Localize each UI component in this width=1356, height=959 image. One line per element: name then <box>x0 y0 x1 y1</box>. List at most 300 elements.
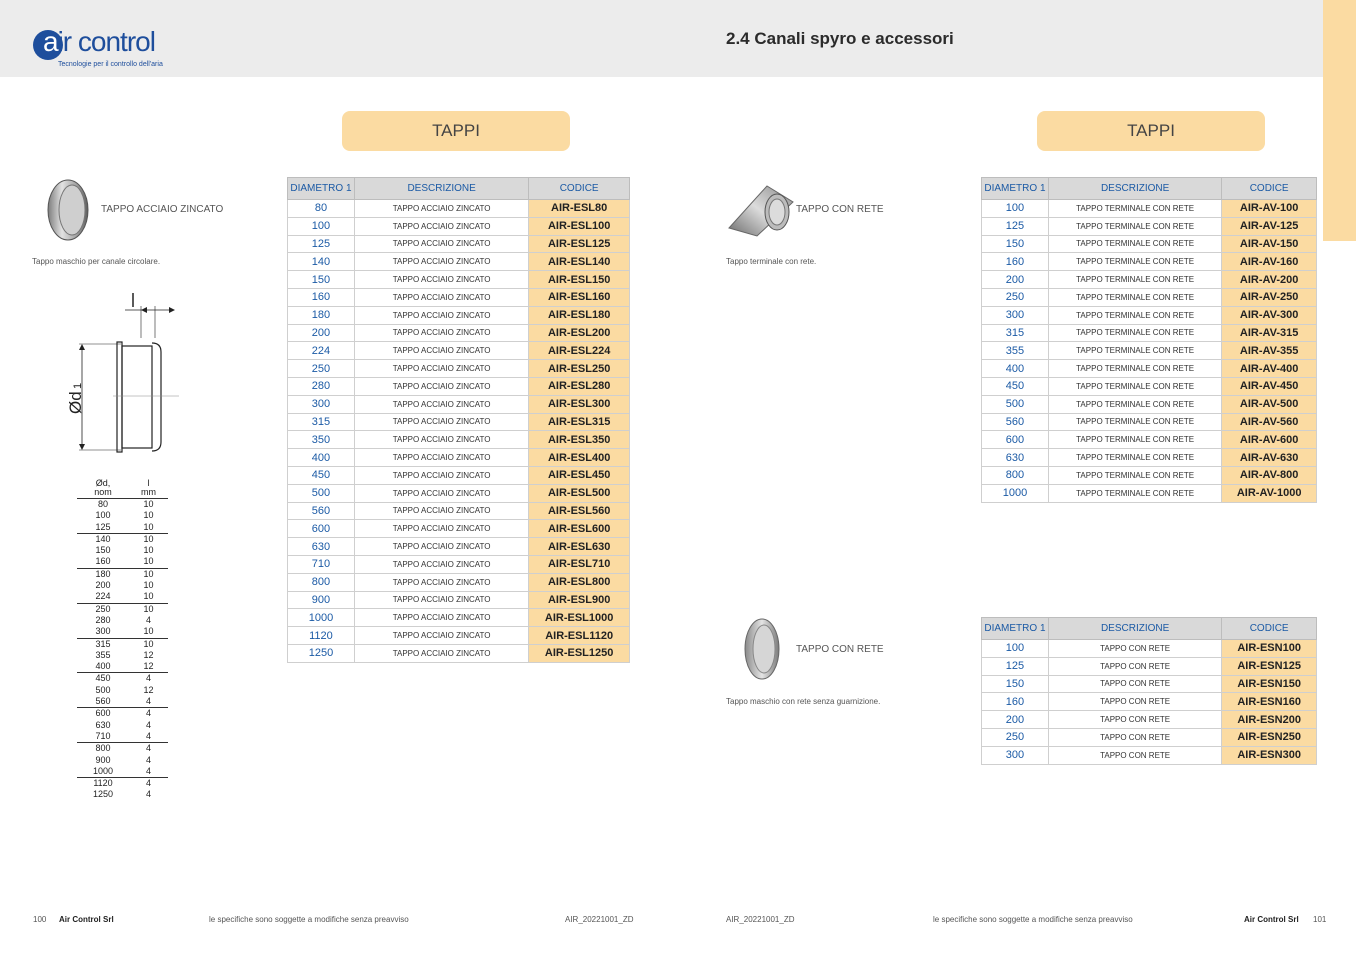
diameter-cell: 315 <box>288 413 355 431</box>
dim-row <box>77 533 168 545</box>
side-tab-marker <box>1323 0 1356 241</box>
table-row <box>982 342 1317 360</box>
description-cell: TAPPO ACCIAIO ZINCATO <box>354 395 528 413</box>
table-row <box>288 431 630 449</box>
diameter-cell: 150 <box>288 271 355 289</box>
logo-name: air control <box>43 26 155 57</box>
description-cell: TAPPO TERMINALE CON RETE <box>1048 253 1221 271</box>
diameter-cell: 180 <box>288 306 355 324</box>
diameter-cell: 100 <box>288 217 355 235</box>
dim-row <box>77 522 168 534</box>
diameter-cell: 160 <box>982 253 1049 271</box>
description-cell: TAPPO TERMINALE CON RETE <box>1048 377 1221 395</box>
dim-diameter-cell: 600 <box>95 708 111 719</box>
dim-row <box>77 731 168 743</box>
code-cell: AIR-ESN250 <box>1222 728 1317 746</box>
description-cell: TAPPO ACCIAIO ZINCATO <box>354 466 528 484</box>
table-row <box>288 644 630 662</box>
dim-row <box>77 755 168 766</box>
description-cell: TAPPO ACCIAIO ZINCATO <box>354 306 528 324</box>
dim-diameter-cell: 224 <box>77 591 129 603</box>
dim-diameter-cell: 80 <box>98 499 109 509</box>
dim-length-cell: 4 <box>129 766 168 778</box>
table-row <box>982 253 1317 271</box>
dim-row <box>77 615 168 626</box>
table-row <box>288 377 630 395</box>
diameter-cell: 355 <box>982 342 1049 360</box>
code-cell: AIR-ESL180 <box>529 306 630 324</box>
product-description-male-mesh: Tappo maschio con rete senza guarnizione. <box>726 697 881 706</box>
dimension-label: Ød <box>66 391 85 414</box>
product-table-male-mesh <box>981 617 1317 765</box>
diameter-cell: 800 <box>288 573 355 591</box>
dim-length-cell: 4 <box>129 696 168 708</box>
table-row <box>288 253 630 271</box>
diameter-cell: 900 <box>288 591 355 609</box>
description-cell: TAPPO TERMINALE CON RETE <box>1048 466 1221 484</box>
end-cap-icon <box>42 178 90 247</box>
table-row <box>288 538 630 556</box>
dim-length-cell: 12 <box>143 649 154 660</box>
dim-diameter-cell: 1120 <box>93 778 113 789</box>
description-cell: TAPPO ACCIAIO ZINCATO <box>354 609 528 627</box>
code-cell: AIR-ESL125 <box>529 235 630 253</box>
code-cell: AIR-AV-315 <box>1222 324 1317 342</box>
dim-length-cell: 4 <box>146 614 152 625</box>
code-cell: AIR-AV-500 <box>1222 395 1317 413</box>
dim-diameter-cell: 1250 <box>93 789 114 800</box>
table-row <box>982 640 1317 658</box>
diameter-cell: 560 <box>982 413 1049 431</box>
diameter-cell: 710 <box>288 555 355 573</box>
table-row <box>288 395 630 413</box>
dimension-subscript: 1 <box>72 382 84 389</box>
diameter-cell: 500 <box>982 395 1049 413</box>
dim-diameter-cell: 560 <box>77 696 129 708</box>
column-header: CODICE <box>1222 178 1317 200</box>
diameter-cell: 100 <box>982 200 1049 218</box>
description-cell: TAPPO TERMINALE CON RETE <box>1048 324 1221 342</box>
code-cell: AIR-ESL200 <box>529 324 630 342</box>
dim-length-cell: 4 <box>146 719 152 730</box>
dim-row <box>77 568 168 580</box>
code-cell: AIR-ESN125 <box>1222 657 1317 675</box>
column-header: DESCRIZIONE <box>1048 178 1221 200</box>
code-cell: AIR-ESL350 <box>529 431 630 449</box>
diameter-cell: 1250 <box>288 644 355 662</box>
description-cell: TAPPO ACCIAIO ZINCATO <box>354 627 528 645</box>
dim-row <box>77 545 168 556</box>
description-cell: TAPPO ACCIAIO ZINCATO <box>354 324 528 342</box>
dim-row <box>77 580 168 591</box>
diameter-cell: 350 <box>288 431 355 449</box>
dim-diameter-cell: 150 <box>95 545 111 556</box>
table-row <box>982 746 1317 764</box>
column-header: DIAMETRO 1 <box>982 618 1049 640</box>
code-cell: AIR-AV-1000 <box>1222 484 1317 502</box>
diameter-cell: 280 <box>288 377 355 395</box>
code-cell: AIR-ESL630 <box>529 538 630 556</box>
table-row <box>288 271 630 289</box>
description-cell: TAPPO TERMINALE CON RETE <box>1048 360 1221 378</box>
section-title: 2.4 Canali spyro e accessori <box>726 29 954 48</box>
table-row <box>982 711 1317 729</box>
diameter-cell: 1120 <box>288 627 355 645</box>
description-cell: TAPPO CON RETE <box>1048 640 1221 658</box>
table-row <box>288 573 630 591</box>
table-row <box>982 413 1317 431</box>
product-label-terminal: TAPPO CON RETE <box>796 204 884 215</box>
dim-diameter-cell: 300 <box>77 626 129 638</box>
table-row <box>982 675 1317 693</box>
table-row <box>288 520 630 538</box>
description-cell: TAPPO TERMINALE CON RETE <box>1048 431 1221 449</box>
description-cell: TAPPO ACCIAIO ZINCATO <box>354 200 528 218</box>
description-cell: TAPPO TERMINALE CON RETE <box>1048 288 1221 306</box>
dim-length-cell: 4 <box>146 708 152 719</box>
code-cell: AIR-AV-200 <box>1222 271 1317 289</box>
table-row <box>288 235 630 253</box>
code-cell: AIR-AV-150 <box>1222 235 1317 253</box>
diameter-cell: 224 <box>288 342 355 360</box>
table-row <box>982 360 1317 378</box>
male-cap-mesh-icon <box>742 617 782 686</box>
code-cell: AIR-AV-450 <box>1222 377 1317 395</box>
dim-diameter-cell: 800 <box>95 743 111 754</box>
column-header: CODICE <box>529 178 630 200</box>
code-cell: AIR-AV-250 <box>1222 288 1317 306</box>
dimension-diagram <box>55 288 185 465</box>
dim-diameter-cell: 630 <box>95 719 111 730</box>
code-cell: AIR-AV-800 <box>1222 466 1317 484</box>
code-cell: AIR-ESL315 <box>529 413 630 431</box>
table-row <box>288 288 630 306</box>
diameter-cell: 150 <box>982 235 1049 253</box>
diameter-cell: 140 <box>288 253 355 271</box>
dim-column-header: Ød, nom <box>77 479 129 499</box>
company-name-right: Air Control Srl <box>1244 915 1299 924</box>
code-cell: AIR-AV-600 <box>1222 431 1317 449</box>
code-cell: AIR-AV-400 <box>1222 360 1317 378</box>
product-label-male-mesh: TAPPO CON RETE <box>796 644 884 655</box>
code-cell: AIR-ESL224 <box>529 342 630 360</box>
description-cell: TAPPO TERMINALE CON RETE <box>1048 306 1221 324</box>
code-cell: AIR-ESL800 <box>529 573 630 591</box>
diameter-cell: 200 <box>982 271 1049 289</box>
diameter-cell: 250 <box>982 288 1049 306</box>
table-row <box>288 591 630 609</box>
dim-row <box>77 789 168 800</box>
dim-diameter-cell: 450 <box>95 673 111 684</box>
dim-row <box>77 720 168 731</box>
description-cell: TAPPO TERMINALE CON RETE <box>1048 413 1221 431</box>
doc-code-right: AIR_20221001_ZD <box>726 915 795 924</box>
description-cell: TAPPO ACCIAIO ZINCATO <box>354 271 528 289</box>
table-row <box>982 306 1317 324</box>
description-cell: TAPPO CON RETE <box>1048 711 1221 729</box>
code-cell: AIR-ESN150 <box>1222 675 1317 693</box>
dim-row <box>77 510 168 521</box>
dim-row <box>77 778 168 790</box>
dim-row <box>77 638 168 650</box>
dim-row <box>77 673 168 685</box>
code-cell: AIR-ESN200 <box>1222 711 1317 729</box>
category-pill-left: TAPPI <box>342 111 570 151</box>
dim-length-cell: 4 <box>146 754 152 765</box>
diameter-cell: 450 <box>982 377 1049 395</box>
code-cell: AIR-ESN100 <box>1222 640 1317 658</box>
diameter-cell: 100 <box>982 640 1049 658</box>
page-number-left: 100 <box>33 915 47 924</box>
code-cell: AIR-ESL80 <box>529 200 630 218</box>
code-cell: AIR-AV-100 <box>1222 200 1317 218</box>
column-header: DESCRIZIONE <box>1048 618 1221 640</box>
diameter-cell: 125 <box>982 657 1049 675</box>
table-row <box>288 609 630 627</box>
table-row <box>288 466 630 484</box>
table-row <box>982 235 1317 253</box>
code-cell: AIR-ESL140 <box>529 253 630 271</box>
description-cell: TAPPO ACCIAIO ZINCATO <box>354 288 528 306</box>
dim-diameter-cell: 315 <box>95 638 111 649</box>
dim-diameter-cell: 250 <box>95 603 111 614</box>
code-cell: AIR-ESL150 <box>529 271 630 289</box>
table-row <box>982 484 1317 502</box>
description-cell: TAPPO TERMINALE CON RETE <box>1048 484 1221 502</box>
column-header: CODICE <box>1222 618 1317 640</box>
code-cell: AIR-ESL1000 <box>529 609 630 627</box>
code-cell: AIR-ESL1120 <box>529 627 630 645</box>
product-table-terminal <box>981 177 1317 503</box>
dimension-table <box>77 479 168 801</box>
description-cell: TAPPO ACCIAIO ZINCATO <box>354 431 528 449</box>
dim-diameter-cell: 400 <box>77 661 129 673</box>
code-cell: AIR-AV-160 <box>1222 253 1317 271</box>
dim-length-cell: 10 <box>143 603 154 614</box>
code-cell: AIR-ESN160 <box>1222 693 1317 711</box>
description-cell: TAPPO TERMINALE CON RETE <box>1048 449 1221 467</box>
description-cell: TAPPO CON RETE <box>1048 657 1221 675</box>
description-cell: TAPPO ACCIAIO ZINCATO <box>354 502 528 520</box>
dim-length-cell: 4 <box>129 731 168 743</box>
table-row <box>982 431 1317 449</box>
code-cell: AIR-AV-630 <box>1222 449 1317 467</box>
table-row <box>982 728 1317 746</box>
page-number-right: 101 <box>1313 915 1327 924</box>
diameter-cell: 300 <box>982 306 1049 324</box>
diameter-cell: 560 <box>288 502 355 520</box>
dim-row <box>77 743 168 755</box>
code-cell: AIR-ESL900 <box>529 591 630 609</box>
code-cell: AIR-AV-355 <box>1222 342 1317 360</box>
description-cell: TAPPO TERMINALE CON RETE <box>1048 235 1221 253</box>
description-cell: TAPPO TERMINALE CON RETE <box>1048 200 1221 218</box>
diameter-cell: 1000 <box>288 609 355 627</box>
dim-length-cell: 10 <box>129 556 168 568</box>
diameter-cell: 600 <box>982 431 1049 449</box>
table-row <box>288 217 630 235</box>
terminal-cap-mesh-icon <box>727 182 795 243</box>
dim-row <box>77 766 168 778</box>
code-cell: AIR-ESL400 <box>529 449 630 467</box>
dim-diameter-cell: 1000 <box>77 766 129 778</box>
dim-length-cell: 10 <box>143 499 154 509</box>
dim-row <box>77 708 168 720</box>
table-row <box>288 502 630 520</box>
dim-diameter-cell: 140 <box>95 533 111 544</box>
dim-length-cell: 12 <box>129 661 168 673</box>
table-row <box>982 200 1317 218</box>
dim-length-cell: 10 <box>143 510 154 521</box>
table-row <box>288 306 630 324</box>
code-cell: AIR-ESL300 <box>529 395 630 413</box>
diameter-cell: 160 <box>982 693 1049 711</box>
column-header: DESCRIZIONE <box>354 178 528 200</box>
dim-diameter-cell: 710 <box>77 731 129 743</box>
diameter-cell: 150 <box>982 675 1049 693</box>
description-cell: TAPPO TERMINALE CON RETE <box>1048 395 1221 413</box>
diameter-cell: 160 <box>288 288 355 306</box>
table-row <box>288 555 630 573</box>
diameter-cell: 1000 <box>982 484 1049 502</box>
diameter-cell: 315 <box>982 324 1049 342</box>
dim-row <box>77 696 168 708</box>
table-row <box>288 484 630 502</box>
table-row <box>982 377 1317 395</box>
table-row <box>982 217 1317 235</box>
description-cell: TAPPO ACCIAIO ZINCATO <box>354 235 528 253</box>
dim-row <box>77 499 168 511</box>
table-row <box>982 324 1317 342</box>
diameter-cell: 300 <box>982 746 1049 764</box>
description-cell: TAPPO TERMINALE CON RETE <box>1048 217 1221 235</box>
description-cell: TAPPO ACCIAIO ZINCATO <box>354 591 528 609</box>
description-cell: TAPPO TERMINALE CON RETE <box>1048 342 1221 360</box>
table-row <box>982 466 1317 484</box>
dim-row <box>77 626 168 638</box>
diameter-cell: 800 <box>982 466 1049 484</box>
description-cell: TAPPO CON RETE <box>1048 728 1221 746</box>
dim-length-cell: 4 <box>146 673 152 684</box>
code-cell: AIR-AV-125 <box>1222 217 1317 235</box>
dim-column-header: l mm <box>129 479 168 499</box>
dim-row <box>77 685 168 696</box>
dim-row <box>77 556 168 568</box>
dim-row <box>77 603 168 615</box>
table-row <box>288 324 630 342</box>
table-row <box>288 413 630 431</box>
description-cell: TAPPO ACCIAIO ZINCATO <box>354 413 528 431</box>
table-row <box>288 449 630 467</box>
description-cell: TAPPO CON RETE <box>1048 746 1221 764</box>
code-cell: AIR-ESL100 <box>529 217 630 235</box>
dim-length-cell: 10 <box>143 568 154 579</box>
description-cell: TAPPO CON RETE <box>1048 675 1221 693</box>
table-row <box>982 449 1317 467</box>
dim-diameter-cell: 180 <box>95 568 111 579</box>
table-row <box>288 342 630 360</box>
column-header: DIAMETRO 1 <box>288 178 355 200</box>
code-cell: AIR-ESL450 <box>529 466 630 484</box>
dim-length-cell: 10 <box>143 580 154 591</box>
table-row <box>288 200 630 218</box>
dim-diameter-cell: 280 <box>95 614 111 625</box>
code-cell: AIR-ESL560 <box>529 502 630 520</box>
table-row <box>982 288 1317 306</box>
dim-length-cell: 10 <box>129 591 168 603</box>
description-cell: TAPPO CON RETE <box>1048 693 1221 711</box>
diameter-cell: 500 <box>288 484 355 502</box>
dim-length-cell: 10 <box>129 522 168 534</box>
product-description-left: Tappo maschio per canale circolare. <box>32 257 161 266</box>
dim-diameter-cell: 500 <box>95 684 111 695</box>
description-cell: TAPPO TERMINALE CON RETE <box>1048 271 1221 289</box>
description-cell: TAPPO ACCIAIO ZINCATO <box>354 520 528 538</box>
table-row <box>982 657 1317 675</box>
code-cell: AIR-ESL280 <box>529 377 630 395</box>
dim-diameter-cell: 160 <box>77 556 129 568</box>
product-label-left: TAPPO ACCIAIO ZINCATO <box>101 204 224 215</box>
table-row <box>288 360 630 378</box>
code-cell: AIR-ESL600 <box>529 520 630 538</box>
description-cell: TAPPO ACCIAIO ZINCATO <box>354 217 528 235</box>
table-row <box>982 271 1317 289</box>
disclaimer-left: le specifiche sono soggette a modifiche senza preavviso <box>209 915 409 924</box>
table-row <box>982 693 1317 711</box>
column-header: DIAMETRO 1 <box>982 178 1049 200</box>
code-cell: AIR-ESL500 <box>529 484 630 502</box>
diameter-cell: 400 <box>288 449 355 467</box>
diameter-cell: 630 <box>288 538 355 556</box>
dim-diameter-cell: 355 <box>95 649 111 660</box>
dim-row <box>77 661 168 673</box>
diameter-cell: 300 <box>288 395 355 413</box>
dim-row <box>77 591 168 603</box>
description-cell: TAPPO ACCIAIO ZINCATO <box>354 644 528 662</box>
code-cell: AIR-ESL250 <box>529 360 630 378</box>
code-cell: AIR-ESN300 <box>1222 746 1317 764</box>
diameter-cell: 600 <box>288 520 355 538</box>
dim-length-cell: 10 <box>143 533 154 544</box>
diameter-cell: 125 <box>982 217 1049 235</box>
description-cell: TAPPO ACCIAIO ZINCATO <box>354 377 528 395</box>
description-cell: TAPPO ACCIAIO ZINCATO <box>354 449 528 467</box>
diameter-cell: 450 <box>288 466 355 484</box>
code-cell: AIR-ESL160 <box>529 288 630 306</box>
description-cell: TAPPO ACCIAIO ZINCATO <box>354 573 528 591</box>
company-name-left: Air Control Srl <box>59 915 114 924</box>
dim-row <box>77 650 168 661</box>
description-cell: TAPPO ACCIAIO ZINCATO <box>354 538 528 556</box>
diameter-cell: 400 <box>982 360 1049 378</box>
diameter-cell: 125 <box>288 235 355 253</box>
code-cell: AIR-AV-560 <box>1222 413 1317 431</box>
dim-length-cell: 10 <box>143 545 154 556</box>
diameter-cell: 200 <box>982 711 1049 729</box>
dim-length-cell: 12 <box>143 684 154 695</box>
description-cell: TAPPO ACCIAIO ZINCATO <box>354 253 528 271</box>
diameter-cell: 80 <box>288 200 355 218</box>
diameter-cell: 200 <box>288 324 355 342</box>
dim-length-cell: 4 <box>146 778 152 789</box>
header-band <box>0 0 1356 77</box>
diameter-cell: 250 <box>288 360 355 378</box>
description-cell: TAPPO ACCIAIO ZINCATO <box>354 360 528 378</box>
product-table-left <box>287 177 630 663</box>
code-cell: AIR-AV-300 <box>1222 306 1317 324</box>
disclaimer-right: le specifiche sono soggette a modifiche senza preavviso <box>933 915 1133 924</box>
table-row <box>288 627 630 645</box>
